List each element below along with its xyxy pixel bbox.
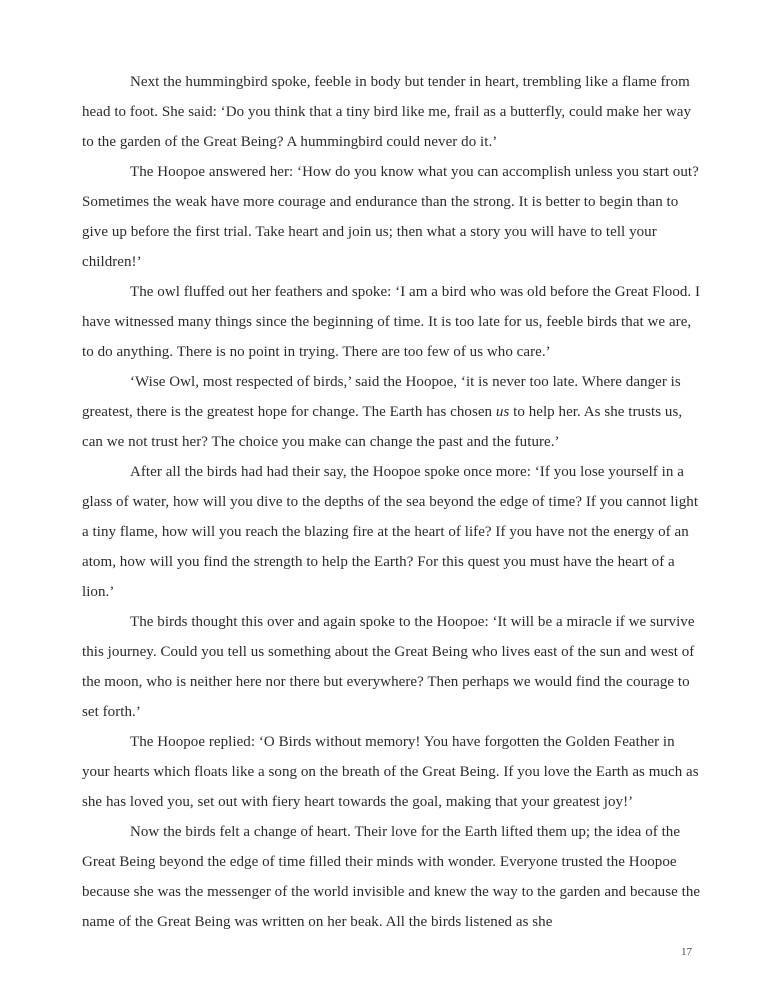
paragraph-wise-owl-emphasis: us [495, 404, 510, 420]
paragraph-change-of-heart: Now the birds felt a change of heart. Their love for the Earth lifted them up; the idea of the Great Being beyond the edge of time filled their minds with wonder. Everyone trusted the Hoopoe because she was the messenger of the world invisible and knew the way to the garden and because the name of the Great Being was written on her beak. All the birds listened as she [82, 824, 701, 930]
paragraph-wise-owl-after: to help her. As she trusts us, can we not trust her? The choice you make can change the past and the future.’ [82, 404, 683, 450]
page-number: 17 [681, 946, 692, 958]
paragraph-hoopoe-answer: The Hoopoe answered her: ‘How do you know what you can accomplish unless you start out? Sometimes the weak have more courage and endurance than the strong. It is better to begin than to give up before the first trial. Take heart and join us; then what a story you will have to tell your children!’ [82, 164, 699, 270]
paragraph-birds-thought: The birds thought this over and again spoke to the Hoopoe: ‘It will be a miracle if we survive this journey. Could you tell us something about the Great Being who lives east of the sun and west of the moon, who is neither here nor there but everywhere? Then perhaps we would find the courage to set forth.’ [82, 614, 695, 720]
paragraph-wise-owl [82, 367, 702, 457]
paragraph-hummingbird: Next the hummingbird spoke, feeble in body but tender in heart, trembling like a flame from head to foot. She said: ‘Do you think that a tiny bird like me, frail as a butterfly, could make her way to the garden of the Great Being? A hummingbird could never do it.’ [82, 74, 692, 150]
paragraph-hoopoe-replied: The Hoopoe replied: ‘O Birds without memory! You have forgotten the Golden Feather in your hearts which floats like a song on the breath of the Great Being. If you love the Earth as much as she has loved you, set out with fiery heart towards the goal, making that your greatest joy!’ [82, 734, 699, 810]
paragraph-owl: The owl fluffed out her feathers and spoke: ‘I am a bird who was old before the Great Flood. I have witnessed many things since the beginning of time. It is too late for us, feeble birds that we are, to do anything. There is no point in trying. There are too few of us who care.’ [82, 284, 701, 360]
paragraph-hoopoe-speaks-again: After all the birds had had their say, the Hoopoe spoke once more: ‘If you lose yourself in a glass of water, how will you dive to the depths of the sea beyond the edge of time? If you cannot light a tiny flame, how will you reach the blazing fire at the heart of life? If you have not the energy of an atom, how will you find the strength to help the Earth? For this quest you must have the heart of a lion.’ [82, 464, 699, 600]
body-text [82, 67, 702, 937]
paragraph-wise-owl-before: ‘Wise Owl, most respected of birds,’ said the Hoopoe, ‘it is never too late. Where danger is greatest, there is the greatest hope for change. The Earth has chosen [82, 374, 681, 420]
